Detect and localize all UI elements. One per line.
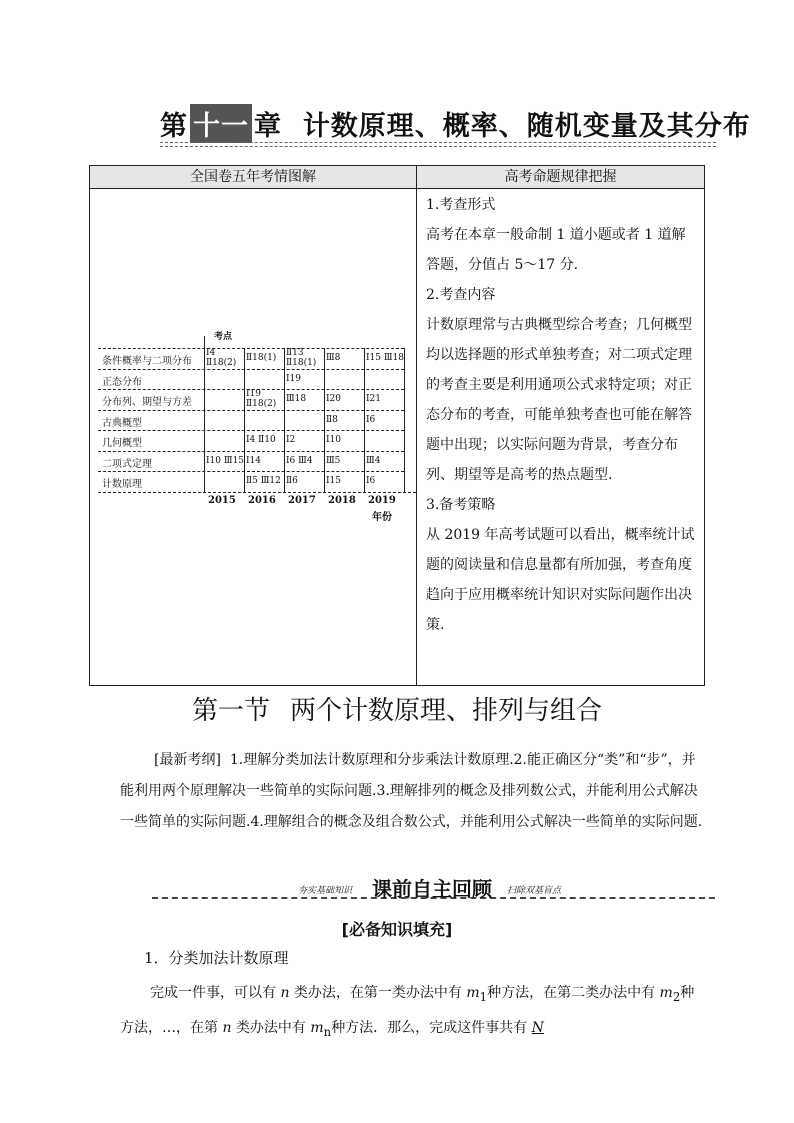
grid-line-v (324, 348, 325, 492)
body-text-part: 种方法．那么，完成这件事共有 (331, 1019, 532, 1036)
var-n: n (280, 985, 290, 1001)
chapter-prefix: 第 (160, 111, 188, 142)
outline-text: 1.理解分类加法计数原理和分步乘法计数原理.2.能正确区分“类”和“步”，并能利用两个原理解决一些简单的实际问题.3.理解排列的概念及排列数公式，并能利用公式解决一些简单的实际问题.4.理解组合的概念及组合数公式，并能利用公式解决一些简单的实际问题. (120, 752, 703, 830)
grid-line-v (244, 348, 245, 492)
grid-line-h (98, 348, 404, 350)
grid-line-v (364, 348, 365, 492)
row-label: 计数原理 (102, 479, 142, 490)
grid-cell: Ⅱ18(1) (246, 353, 277, 363)
grid-cell: Ⅲ4 (366, 455, 381, 466)
grid-cell: Ⅱ8 (326, 414, 338, 425)
y-axis-title: 考点 (214, 332, 233, 342)
chapter-header (160, 100, 751, 148)
section-title (0, 690, 794, 727)
row-label: 二项式定理 (102, 458, 152, 470)
grid-cell: Ⅰ15 (326, 476, 342, 486)
chapter-name: 计数原理、概率、随机变量及其分布 (302, 111, 751, 142)
banner-right-text: 扫除双基盲点 (507, 886, 562, 896)
syllabus-outline (120, 745, 705, 838)
header-rule (160, 146, 716, 147)
exam-analysis-table (89, 165, 705, 686)
banner-left-text: 夯实基础知识 (298, 886, 353, 896)
outline-label: [最新考纲] (154, 752, 221, 768)
grid-cell: Ⅲ18 (286, 394, 307, 404)
fill-section-title: [必备知识填充] (341, 920, 453, 939)
grid-line-v (404, 348, 405, 492)
grid-cell: Ⅰ6 (366, 476, 376, 486)
grid-cell: Ⅰ19 Ⅱ18(2) (246, 389, 277, 409)
exam-rules-content (426, 190, 698, 640)
rule-text-form: 高考在本章一般命制 1 道小题或者 1 道解答题，分值占 5～17 分. (426, 227, 686, 273)
grid-cell: Ⅰ6 (366, 414, 376, 425)
body-text-part: 种方法，在第二类办法中有 (487, 985, 660, 1001)
section-name: 两个计数原理、排列与组合 (290, 696, 603, 726)
grid-line-h (98, 471, 404, 473)
section-number: 第一节 (191, 696, 270, 726)
grid-cell: Ⅰ21 (366, 394, 382, 404)
grid-cell: Ⅱ13 Ⅱ18(1) (286, 348, 317, 368)
var-N: N (531, 1019, 544, 1036)
x-axis-title: 年份 (372, 512, 392, 523)
header-rule (160, 142, 716, 143)
grid-line-v (284, 348, 285, 492)
body-text-part: 类办法中有 (231, 1019, 311, 1036)
grid-cell: Ⅰ10 Ⅲ15 (206, 455, 244, 466)
rule-text-strategy: 从 2019 年高考试题可以看出，概率统计试题的阅读量和信息量都有所加强，考查角度趋向于应用概率统计知识对实际问题作出决策. (426, 527, 695, 633)
row-label: 条件概率与二项分布 (102, 356, 192, 367)
sub-1: 1 (479, 989, 488, 1004)
grid-cell: Ⅱ6 (286, 476, 298, 486)
chapter-suffix: 章 (254, 111, 282, 142)
review-banner (152, 873, 715, 901)
grid-cell: Ⅰ6 Ⅲ4 (286, 455, 313, 466)
grid-cell: Ⅲ5 (326, 455, 341, 466)
grid-line-h (98, 451, 404, 453)
body-text-part: 种方法，…，在第 (120, 985, 695, 1036)
exam-grid-chart (98, 332, 408, 523)
var-mn: m (310, 1019, 324, 1036)
rule-heading-form: 1.考查形式 (426, 197, 496, 213)
row-label: 古典概型 (102, 417, 142, 429)
grid-cell: Ⅰ4 Ⅱ18(2) (206, 348, 237, 368)
grid-axis-x (98, 492, 416, 494)
year-label: 2017 (288, 494, 316, 506)
grid-line-h (98, 430, 404, 432)
row-label: 分布列、期望与方差 (102, 397, 192, 408)
grid-cell: Ⅰ14 (246, 455, 262, 466)
sub-2: 2 (672, 989, 681, 1004)
grid-axis-y (204, 336, 205, 492)
chapter-title (160, 104, 751, 143)
rule-text-content: 计数原理常与古典概型综合考查；几何概型均以选择题的形式单独考查；对二项式定理的考查主要是利用通项公式求特定项；对正态分布的考查，可能单独考查也可能在解答题中出现；以实际问题为背景，考查分布列、期望等是高考的热点题型. (426, 317, 692, 483)
grid-cell: Ⅰ10 (326, 435, 342, 445)
row-label: 几何概型 (102, 438, 142, 449)
body-text-part: 类办法，在第一类办法中有 (289, 985, 467, 1001)
var-m1: m (466, 985, 480, 1001)
body-text-part: 完成一件事，可以有 (150, 985, 281, 1001)
grid-cell: Ⅰ4 Ⅱ10 (246, 435, 276, 445)
table-header-left: 全国卷五年考情图解 (90, 166, 417, 189)
year-label: 2016 (248, 494, 276, 506)
var-m2: m (659, 985, 673, 1001)
year-label: 2019 (368, 494, 396, 506)
year-label: 2018 (328, 494, 356, 506)
grid-cell: Ⅱ5 Ⅲ12 (246, 476, 281, 486)
grid-cell: Ⅰ15 Ⅲ18 (366, 353, 404, 363)
grid-cell: Ⅲ8 (326, 353, 341, 363)
grid-cell: Ⅰ19 (286, 373, 302, 384)
var-n: n (222, 1019, 232, 1036)
year-label: 2015 (208, 494, 236, 506)
table-divider (416, 188, 417, 685)
subsection-title: 1．分类加法计数原理 (144, 949, 289, 967)
table-header-right: 高考命题规律把握 (417, 166, 704, 189)
grid-line-h (98, 369, 404, 371)
row-label: 正态分布 (102, 376, 142, 388)
grid-line-h (98, 410, 404, 412)
banner-title: 课前自主回顾 (372, 877, 492, 901)
rule-heading-strategy: 3.备考策略 (426, 497, 496, 513)
body-paragraph (120, 978, 705, 1048)
grid-cell: Ⅰ20 (326, 394, 342, 404)
sub-n: n (323, 1024, 332, 1039)
grid-cell: Ⅰ2 (286, 435, 296, 445)
rule-heading-content: 2.考查内容 (426, 287, 496, 303)
chapter-number: 十一 (190, 104, 252, 143)
